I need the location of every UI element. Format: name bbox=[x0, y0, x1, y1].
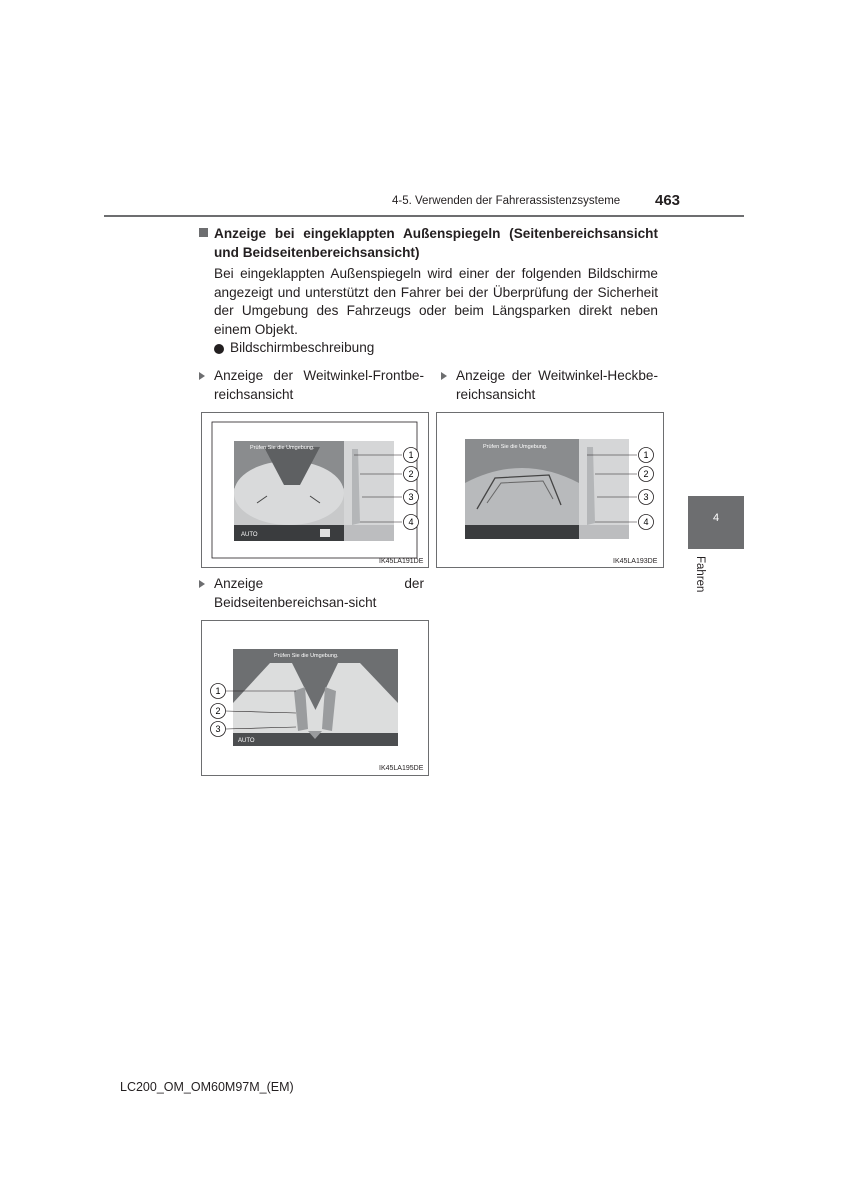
header-section-title: 4-5. Verwenden der Fahrerassistenzsysteme bbox=[392, 195, 621, 207]
callout-1: 1 bbox=[215, 686, 221, 696]
triangle-right-icon bbox=[199, 580, 205, 588]
callout-2: 2 bbox=[408, 469, 414, 479]
mode-label: AUTO bbox=[241, 532, 258, 538]
chapter-label: Fahren bbox=[694, 556, 706, 593]
callout-3: 3 bbox=[643, 492, 649, 502]
figure-front-view bbox=[201, 412, 429, 568]
figure-both-sides-view bbox=[201, 620, 429, 776]
callout-2: 2 bbox=[643, 469, 649, 479]
figure-1-caption: Anzeige der Weitwinkel-Frontbe-reichsansicht bbox=[214, 368, 424, 402]
figure-rear-view bbox=[436, 412, 664, 568]
screen-message: Prüfen Sie die Umgebung. bbox=[483, 444, 548, 450]
triangle-right-icon bbox=[199, 372, 205, 380]
figure-2-code: IK45LA193DE bbox=[613, 558, 658, 565]
mode-label: AUTO bbox=[238, 738, 255, 744]
chapter-number: 4 bbox=[712, 512, 720, 524]
page-number: 463 bbox=[655, 192, 681, 209]
screen-message: Prüfen Sie die Umgebung. bbox=[250, 445, 315, 451]
both-sides-illustration bbox=[202, 621, 428, 775]
figure-2-caption: Anzeige der Weitwinkel-Heckbe-reichsansicht bbox=[456, 368, 658, 402]
footer-doc-id: LC200_OM_OM60M97M_(EM) bbox=[120, 1080, 294, 1094]
figure-3-code: IK45LA195DE bbox=[379, 765, 424, 772]
callout-4: 4 bbox=[408, 517, 414, 527]
bullet-dot-icon bbox=[214, 344, 224, 354]
heading-square-icon bbox=[199, 228, 208, 237]
triangle-right-icon bbox=[441, 372, 447, 380]
bullet-text: Bildschirmbeschreibung bbox=[230, 340, 375, 355]
screen-message: Prüfen Sie die Umgebung. bbox=[274, 653, 339, 659]
front-view-illustration bbox=[202, 413, 428, 567]
callout-1: 1 bbox=[408, 450, 414, 460]
callout-2: 2 bbox=[215, 706, 221, 716]
rear-view-illustration bbox=[437, 413, 663, 567]
header-rule bbox=[104, 215, 744, 217]
body-paragraph: Bei eingeklappten Außenspiegeln wird einer der folgenden Bildschirme angezeigt und unterstützt den Fahrer bei der Überprüfung der Sicherheit der Umgebung des Fahrzeugs oder beim Längsparken direkt neben einem Objekt. bbox=[214, 266, 658, 337]
callout-3: 3 bbox=[408, 492, 414, 502]
callout-1: 1 bbox=[643, 450, 649, 460]
figure-1-code: IK45LA191DE bbox=[379, 558, 424, 565]
section-heading: Anzeige bei eingeklappten Außenspiegeln (Seitenbereichsansicht und Beidseitenbereichsansicht) bbox=[214, 226, 658, 260]
callout-4: 4 bbox=[643, 517, 649, 527]
figure-3-caption: Anzeige der Beidseitenbereichsan-sicht bbox=[214, 576, 424, 610]
callout-3: 3 bbox=[215, 724, 221, 734]
